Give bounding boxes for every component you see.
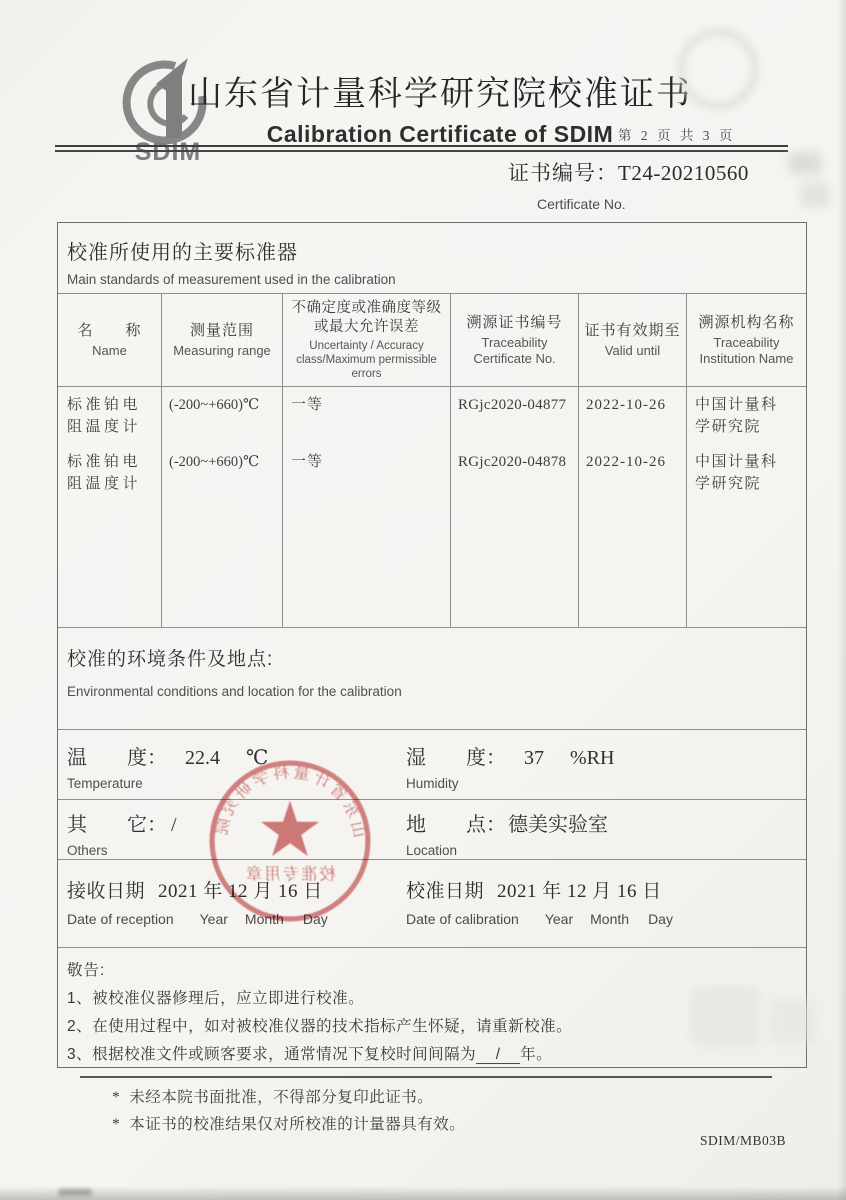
- notice-title: 敬告:: [67, 962, 106, 979]
- environment-section-title: [58, 627, 806, 729]
- svg-text:SDIM: SDIM: [134, 138, 202, 166]
- row2-valid-until: 2022-10-26: [586, 454, 666, 470]
- row2-institution: 中国计量科学研究院: [695, 453, 778, 492]
- row1-name: 标准铂电阻温度计: [67, 396, 142, 435]
- col-header-name: 名 称 Name: [58, 294, 162, 386]
- humidity-label-en: Humidity: [406, 776, 459, 791]
- col-header-uncertainty: 不确定度或准确度等级或最大允许误差 Uncertainty / Accuracy class/Maximum permissible errors: [283, 294, 451, 386]
- notice-item-1: 1、被校准仪器修理后，应立即进行校准。: [67, 990, 365, 1007]
- temperature-humidity-row: [58, 729, 806, 799]
- certificate-number-value: T24-20210560: [618, 161, 749, 185]
- location-value: 德美实验室: [508, 814, 608, 836]
- others-label-en: Others: [67, 843, 108, 858]
- dates-row: [58, 859, 806, 947]
- row1-valid-until: 2022-10-26: [586, 397, 666, 413]
- location-field: [405, 808, 806, 859]
- environment-title-cn: 校准的环境条件及地点:: [67, 649, 274, 670]
- others-value: /: [171, 814, 177, 836]
- date-of-calibration-field: 校准日期 2021 年 12 月 16 日 Date of calibration Year Month Day: [406, 881, 673, 927]
- row1-institution: 中国计量科学研究院: [695, 396, 778, 435]
- form-code: SDIM/MB03B: [700, 1133, 787, 1148]
- calibration-date: 2021 年 12 月 16 日: [497, 881, 662, 902]
- calibration-label-en: Date of calibration: [406, 911, 519, 927]
- col-header-institution: 溯源机构名称 Traceability Institution Name: [698, 314, 795, 366]
- certificate-number-label: 证书编号：: [508, 161, 618, 185]
- main-title-cn: 山东省计量科学研究院校准证书: [188, 76, 692, 113]
- scan-smudge: [690, 986, 760, 1046]
- temperature-unit: ℃: [246, 747, 269, 769]
- reception-label-en: Date of reception: [67, 911, 174, 927]
- column-accuracy: [283, 387, 451, 627]
- header-double-rule: [55, 145, 788, 152]
- col-header-valid-until: 证书有效期至 Valid until: [579, 294, 687, 386]
- others-field: [58, 808, 405, 859]
- date-of-reception-field: 接收日期 2021 年 12 月 16 日 Date of reception Year Month Day: [67, 881, 328, 927]
- row2-accuracy: 一等: [291, 453, 324, 470]
- scan-bottom-shadow: [0, 1186, 846, 1200]
- col-header-range: 测量范围 Measuring range: [162, 294, 283, 386]
- others-location-row: [58, 799, 806, 859]
- bleed-through-logo-ghost: [677, 28, 759, 110]
- environment-title-en: Environmental conditions and location for the calibration: [67, 684, 402, 699]
- column-valid-until: [579, 387, 687, 627]
- temperature-field: [58, 741, 405, 799]
- reception-date: 2021 年 12 月 16 日: [158, 881, 323, 902]
- location-label: 地 点：: [406, 814, 506, 836]
- scan-corner-mark: [58, 1189, 92, 1196]
- row1-range: (-200~+660)℃: [169, 397, 260, 413]
- column-cert-no: [451, 387, 579, 627]
- certificate-number: [508, 157, 749, 187]
- humidity-unit: %RH: [570, 747, 615, 769]
- footnote-2: * 本证书的校准结果仅对所校准的计量器具有效。: [112, 1116, 466, 1133]
- scan-edge-shadow: [837, 0, 846, 1200]
- temperature-value: 22.4: [185, 747, 220, 769]
- temperature-label-en: Temperature: [67, 776, 143, 791]
- standards-title-en: Main standards of measurement used in the calibration: [67, 272, 396, 287]
- row1-accuracy: 一等: [291, 396, 324, 413]
- scan-smudge: [788, 152, 822, 174]
- certificate-body-box: [57, 222, 807, 1068]
- page-number: 第 2 页 共 3 页: [618, 128, 736, 143]
- column-range: [162, 387, 283, 627]
- row2-range: (-200~+660)℃: [169, 454, 260, 470]
- standards-title-cn: 校准所使用的主要标准器: [67, 242, 298, 264]
- row2-cert-no: RGjc2020-04878: [458, 454, 567, 470]
- humidity-label: 湿 度：: [406, 747, 506, 769]
- notice-item-3: 3、根据校准文件或顾客要求，通常情况下复校时间间隔为 / 年。: [67, 1046, 553, 1063]
- column-institution: [687, 387, 806, 627]
- humidity-field: [405, 741, 806, 799]
- row1-cert-no: RGjc2020-04877: [458, 397, 567, 413]
- scan-smudge: [800, 182, 830, 208]
- reception-label: 接收日期: [67, 881, 146, 902]
- standards-section-title: [58, 223, 806, 293]
- row2-name: 标准铂电阻温度计: [67, 453, 142, 492]
- others-label: 其 它：: [67, 814, 167, 836]
- standards-table-header: [58, 293, 806, 386]
- standards-table-body: [58, 386, 806, 627]
- humidity-value: 37: [524, 747, 544, 769]
- reverification-interval-blank: /: [476, 1046, 520, 1064]
- col-header-traceability-cert: 溯源证书编号 Traceability Certificate No.: [451, 294, 579, 386]
- temperature-label: 温 度：: [67, 747, 167, 769]
- certificate-number-en: Certificate No.: [537, 196, 626, 212]
- svg-text:山东省计量科学研究院: 山东省计量科学研究院: [211, 762, 369, 840]
- column-name: [58, 387, 162, 627]
- svg-text:校准专用章: 校准专用章: [243, 865, 337, 884]
- footnote-1: * 未经本院书面批准，不得部分复印此证书。: [112, 1089, 434, 1106]
- location-label-en: Location: [406, 843, 458, 858]
- calibration-label: 校准日期: [406, 881, 485, 902]
- footer-rule: [80, 1076, 772, 1078]
- main-title-en: Calibration Certificate of SDIM: [266, 121, 614, 147]
- notice-item-2: 2、在使用过程中，如对被校准仪器的技术指标产生怀疑，请重新校准。: [67, 1018, 573, 1035]
- scan-smudge: [770, 1000, 816, 1044]
